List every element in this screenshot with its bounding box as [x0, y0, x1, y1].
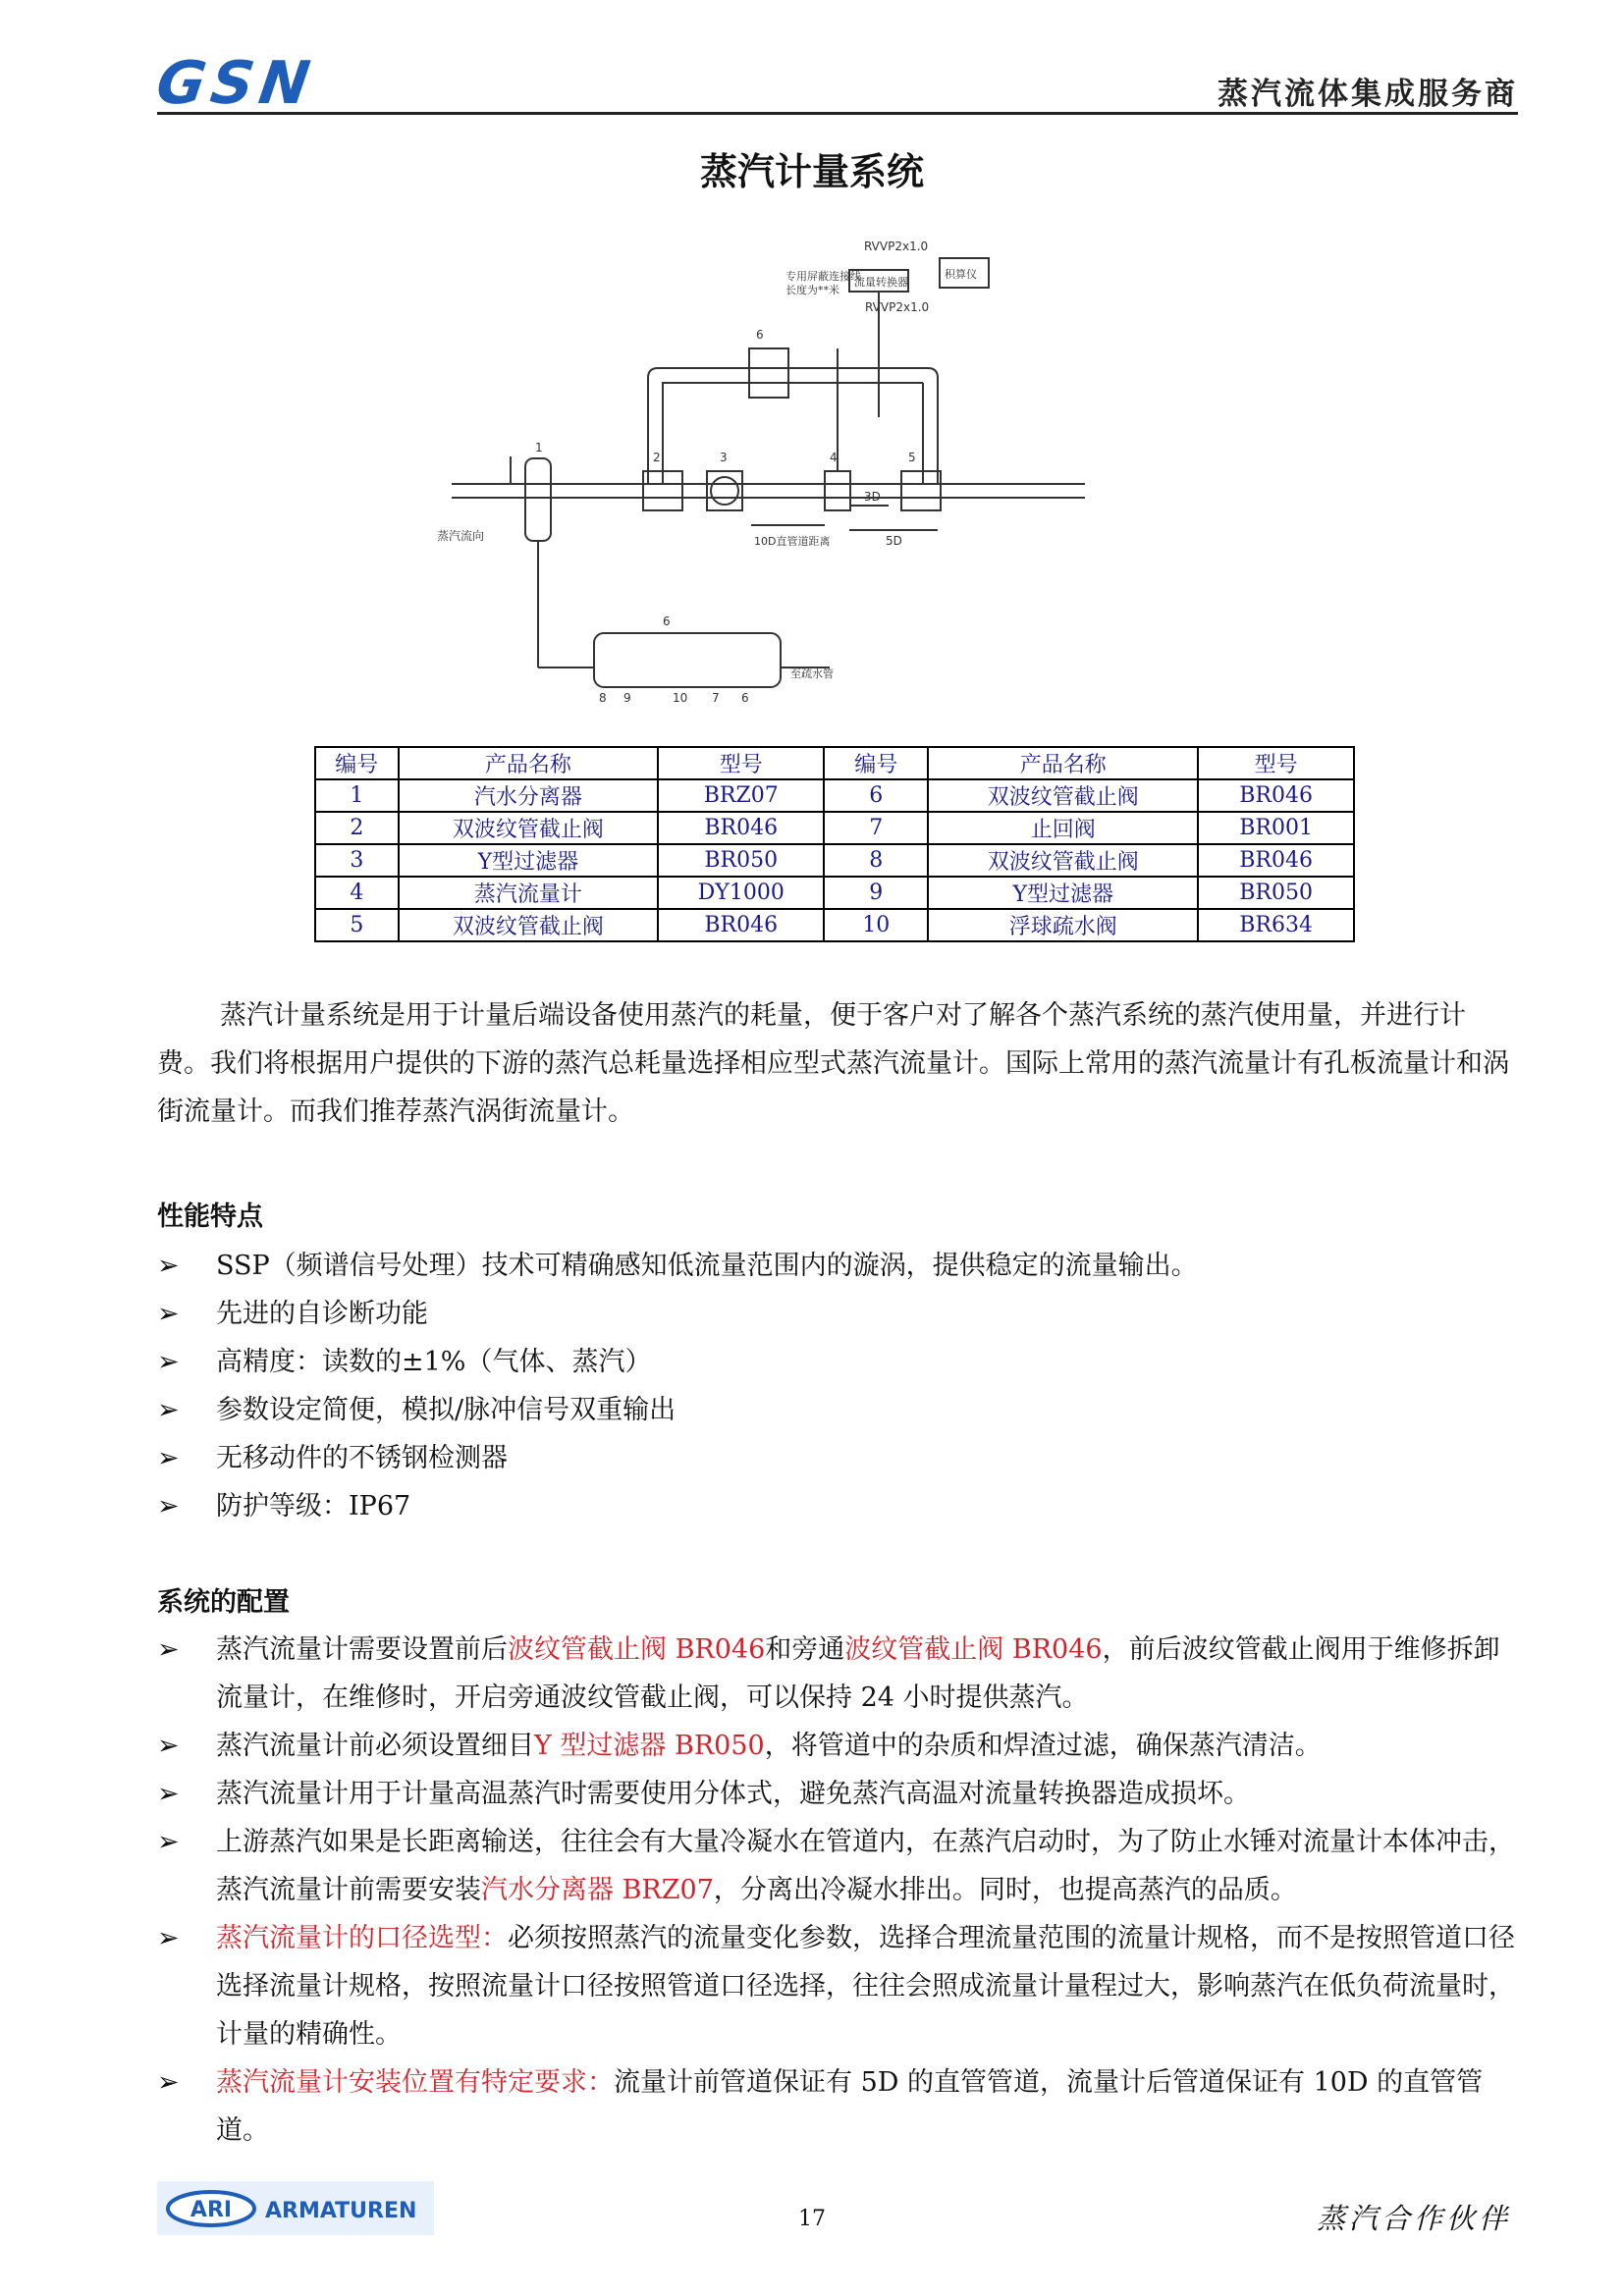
table-cell: 10 [824, 909, 928, 941]
table-cell: 7 [824, 812, 928, 844]
bullet-arrow-icon: ➢ [157, 2067, 180, 2098]
table-header-cell: 编号 [315, 747, 399, 779]
table-row [315, 877, 1354, 909]
table-cell: BR046 [1198, 844, 1354, 877]
intro-paragraph: 蒸汽计量系统是用于计量后端设备使用蒸汽的耗量，便于客户对了解各个蒸汽系统的蒸汽使用量，并进行计费。我们将根据用户提供的下游的蒸汽总耗量选择相应型式蒸汽流量计。国际上常用的蒸汽流量计有孔板流量计和涡街流量计。而我们推荐蒸汽涡街流量计。 [157, 1000, 1509, 1127]
bullet-arrow-icon: ➢ [157, 1395, 180, 1425]
feature-item: ➢ 先进的自诊断功能 [157, 1290, 1518, 1338]
bullet-arrow-icon: ➢ [157, 1731, 180, 1761]
diagram-num-9: 9 [623, 691, 631, 705]
bullet-arrow-icon: ➢ [157, 1491, 180, 1522]
diagram-label-converter: 流量转换器 [854, 276, 908, 289]
diagram-label-totalizer: 积算仪 [945, 268, 977, 281]
diagram-label-3d: 3D [864, 490, 881, 504]
feature-item: ➢ 防护等级：IP67 [157, 1482, 1518, 1530]
table-cell: BRZ07 [658, 779, 824, 812]
armaturen-logo-text: ARMATUREN [265, 2199, 417, 2223]
header-tagline: 蒸汽流体集成服务商 [1218, 77, 1518, 112]
config-item: ➢ 蒸汽流量计需要设置前后波纹管截止阀 BR046和旁通波纹管截止阀 BR046，前后波纹管截止阀用于维修拆卸流量计，在维修时，开启旁通波纹管截止阀，可以保持 24 小时提供蒸汽。 [157, 1626, 1518, 1722]
table-cell: 4 [315, 877, 399, 909]
table-cell: BR050 [1198, 877, 1354, 909]
bullet-arrow-icon: ➢ [157, 1827, 180, 1857]
page-title: 蒸汽计量系统 [699, 149, 924, 193]
diagram-label-flow-direction: 蒸汽流向 [437, 529, 485, 543]
table-cell: 6 [824, 779, 928, 812]
steam-metering-diagram [417, 221, 1213, 731]
diagram-label-cable-top: RVVP2x1.0 [864, 240, 929, 253]
table-cell: 止回阀 [928, 812, 1198, 844]
diagram-label-drain-out: 至疏水管 [790, 667, 834, 680]
footer-partner-text: 蒸汽合作伙伴 [1316, 2202, 1511, 2235]
table-cell: BR046 [658, 812, 824, 844]
bullet-arrow-icon: ➢ [157, 1779, 180, 1809]
feature-item: ➢ 无移动件的不锈钢检测器 [157, 1434, 1518, 1482]
table-cell: BR634 [1198, 909, 1354, 941]
config-item: ➢ 蒸汽流量计安装位置有特定要求：流量计前管道保证有 5D 的直管管道，流量计后管道保证有 10D 的直管管道。 [157, 2058, 1518, 2155]
bullet-arrow-icon: ➢ [157, 1923, 180, 1953]
table-header-cell: 产品名称 [928, 747, 1198, 779]
table-cell: 双波纹管截止阀 [399, 909, 659, 941]
config-item: ➢ 蒸汽流量计的口径选型：必须按照蒸汽的流量变化参数，选择合理流量范围的流量计规格，而不是按照管道口径选择流量计规格，按照流量计口径按照管道口径选择，往往会照成流量计量程过大，影响蒸汽在低负荷流量时，计量的精确性。 [157, 1914, 1518, 2058]
table-cell: Y型过滤器 [399, 844, 659, 877]
table-cell: 双波纹管截止阀 [928, 844, 1198, 877]
gsn-logo: GSN [152, 49, 320, 118]
diagram-num-7: 7 [712, 691, 720, 705]
diagram-label-cable-bottom: RVVP2x1.0 [865, 300, 930, 314]
table-cell: 5 [315, 909, 399, 941]
diagram-label-special-cable2: 长度为**米 [785, 284, 839, 296]
table-cell: BR050 [658, 844, 824, 877]
bullet-arrow-icon: ➢ [157, 1634, 180, 1665]
feature-item: ➢ SSP（频谱信号处理）技术可精确感知低流量范围内的漩涡，提供稳定的流量输出。 [157, 1242, 1518, 1290]
bullet-arrow-icon: ➢ [157, 1347, 180, 1377]
diagram-num-3: 3 [720, 451, 728, 464]
page-number: 17 [798, 2207, 826, 2231]
diagram-num-6: 6 [741, 691, 749, 705]
diagram-num-2: 2 [653, 451, 661, 464]
table-header-cell: 型号 [658, 747, 824, 779]
config-item: ➢ 上游蒸汽如果是长距离输送，往往会有大量冷凝水在管道内，在蒸汽启动时，为了防止水锤对流量计本体冲击，蒸汽流量计前需要安装汽水分离器 BRZ07，分离出冷凝水排出。同时，也提高蒸汽的品质。 [157, 1818, 1518, 1914]
table-cell: BR001 [1198, 812, 1354, 844]
table-cell: 9 [824, 877, 928, 909]
diagram-label-10d: 10D直管道距离 [754, 535, 831, 548]
feature-item: ➢ 高精度：读数的±1%（气体、蒸汽） [157, 1338, 1518, 1386]
table-cell: 8 [824, 844, 928, 877]
table-cell: DY1000 [658, 877, 824, 909]
table-cell: 1 [315, 779, 399, 812]
table-cell: 双波纹管截止阀 [928, 779, 1198, 812]
table-row [315, 909, 1354, 941]
diagram-num-8: 8 [599, 691, 607, 705]
table-cell: 蒸汽流量计 [399, 877, 659, 909]
diagram-num-10: 10 [673, 691, 688, 705]
bullet-arrow-icon: ➢ [157, 1251, 180, 1281]
table-cell: 浮球疏水阀 [928, 909, 1198, 941]
diagram-num-1: 1 [535, 441, 543, 454]
diagram-num-5: 5 [908, 451, 916, 464]
config-heading: 系统的配置 [157, 1587, 290, 1618]
ari-logo-text: ARI [189, 2198, 233, 2222]
table-cell: 汽水分离器 [399, 779, 659, 812]
table-cell: Y型过滤器 [928, 877, 1198, 909]
table-header-cell: 编号 [824, 747, 928, 779]
table-header-row [315, 747, 1354, 779]
table-row [315, 812, 1354, 844]
table-cell: BR046 [1198, 779, 1354, 812]
diagram-num-4: 4 [830, 451, 838, 464]
diagram-label-5d: 5D [886, 534, 902, 548]
table-cell: BR046 [658, 909, 824, 941]
diagram-label-special-cable: 专用屏蔽连接线 [785, 270, 861, 283]
bullet-arrow-icon: ➢ [157, 1299, 180, 1329]
features-heading: 性能特点 [157, 1201, 263, 1232]
table-cell: 双波纹管截止阀 [399, 812, 659, 844]
table-row [315, 844, 1354, 877]
table-header-cell: 产品名称 [399, 747, 659, 779]
diagram-num-g: 6 [756, 328, 764, 342]
feature-item: ➢ 参数设定简便，模拟/脉冲信号双重输出 [157, 1386, 1518, 1434]
config-item: ➢ 蒸汽流量计前必须设置细目Y 型过滤器 BR050，将管道中的杂质和焊渣过滤，确保蒸汽清洁。 [157, 1722, 1518, 1770]
table-row [315, 779, 1354, 812]
bullet-arrow-icon: ➢ [157, 1443, 180, 1473]
table-cell: 2 [315, 812, 399, 844]
table-header-cell: 型号 [1198, 747, 1354, 779]
header-divider [157, 112, 1518, 115]
table-cell: 3 [315, 844, 399, 877]
parts-table [314, 746, 1355, 942]
diagram-num-dot: 6 [663, 614, 671, 628]
config-item: ➢ 蒸汽流量计用于计量高温蒸汽时需要使用分体式，避免蒸汽高温对流量转换器造成损坏。 [157, 1770, 1518, 1818]
